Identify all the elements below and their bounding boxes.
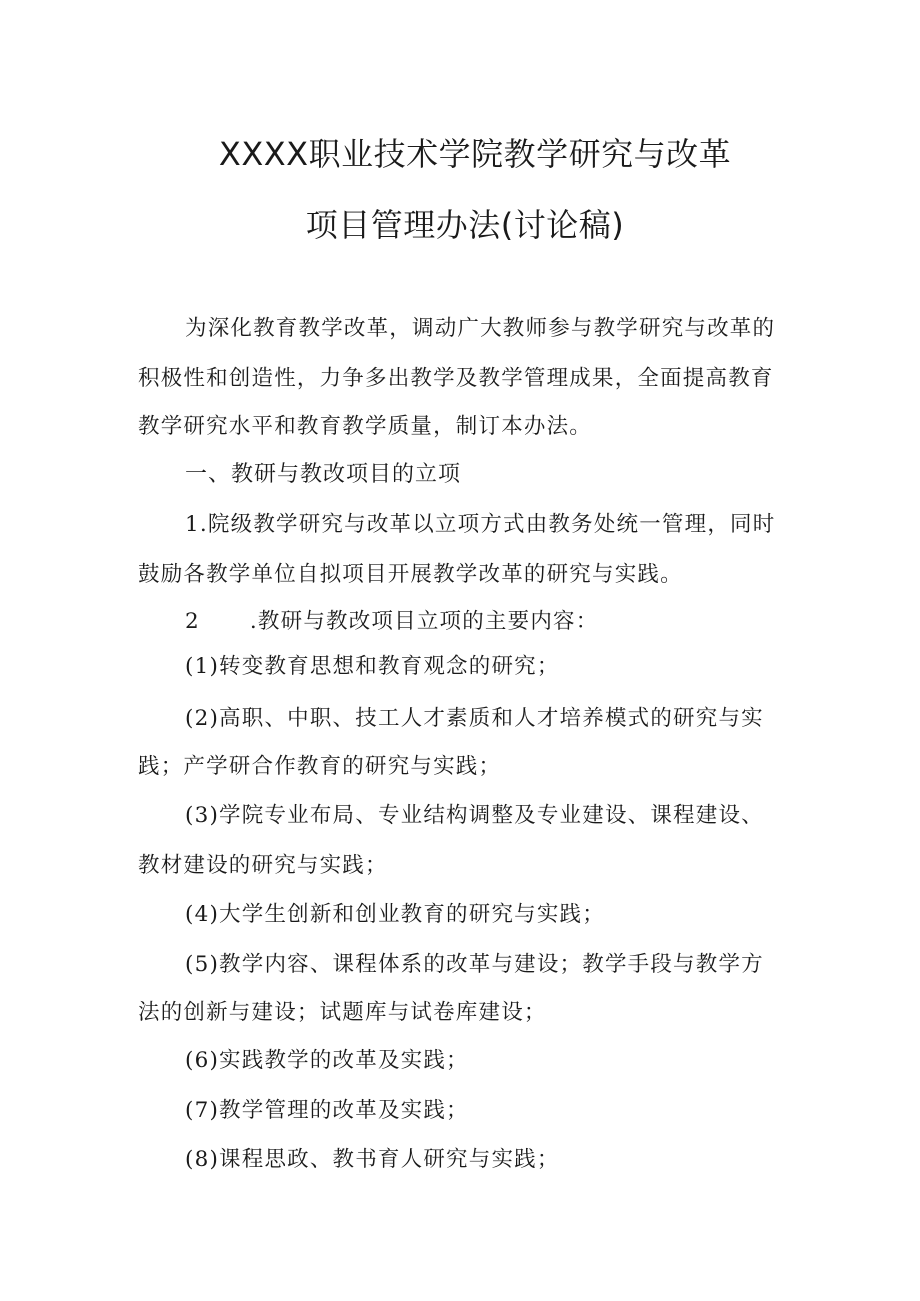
document-title-line-1: XXXX职业技术学院教学研究与改革 (218, 135, 732, 173)
document-title-line-2: 项目管理办法(讨论稿) (305, 206, 625, 244)
sub-item-5-line-1: (5)教学内容、课程体系的改革与建设；教学手段与教学方 (185, 952, 764, 977)
item-2 (185, 607, 598, 637)
intro-line-1: 为深化教育教学改革，调动广大教师参与教学研究与改革的 (185, 316, 776, 341)
sub-item-2-line-2: 践；产学研合作教育的研究与实践； (138, 754, 502, 779)
sub-item-4: (4)大学生创新和创业教育的研究与实践； (185, 902, 605, 927)
sub-item-6: (6)实践教学的改革及实践； (185, 1048, 469, 1073)
sub-item-1: (1)转变教育思想和教育观念的研究； (185, 654, 560, 679)
sub-item-2-line-1: (2)高职、中职、技工人才素质和人才培养模式的研究与实 (185, 706, 764, 731)
intro-line-2: 积极性和创造性，力争多出教学及教学管理成果，全面提高教育 (138, 366, 774, 391)
item-2-text: .教研与教改项目立项的主要内容： (249, 609, 599, 634)
sub-item-3-line-1: (3)学院专业布局、专业结构调整及专业建设、课程建设、 (185, 803, 764, 828)
intro-line-3: 教学研究水平和教育教学质量，制订本办法。 (138, 414, 593, 439)
item-1-line-2: 鼓励各教学单位自拟项目开展教学改革的研究与实践。 (138, 562, 683, 587)
sub-item-8: (8)课程思政、教书育人研究与实践； (185, 1147, 560, 1172)
sub-item-3-line-2: 教材建设的研究与实践； (138, 853, 388, 878)
section-heading: 一、教研与教改项目的立项 (185, 462, 462, 487)
sub-item-7: (7)教学管理的改革及实践； (185, 1098, 469, 1123)
sub-item-5-line-2: 法的创新与建设；试题库与试卷库建设； (138, 1000, 547, 1025)
item-1-line-1: 1.院级教学研究与改革以立项方式由教务处统一管理，同时 (185, 512, 776, 537)
item-2-number: 2 (185, 609, 200, 634)
